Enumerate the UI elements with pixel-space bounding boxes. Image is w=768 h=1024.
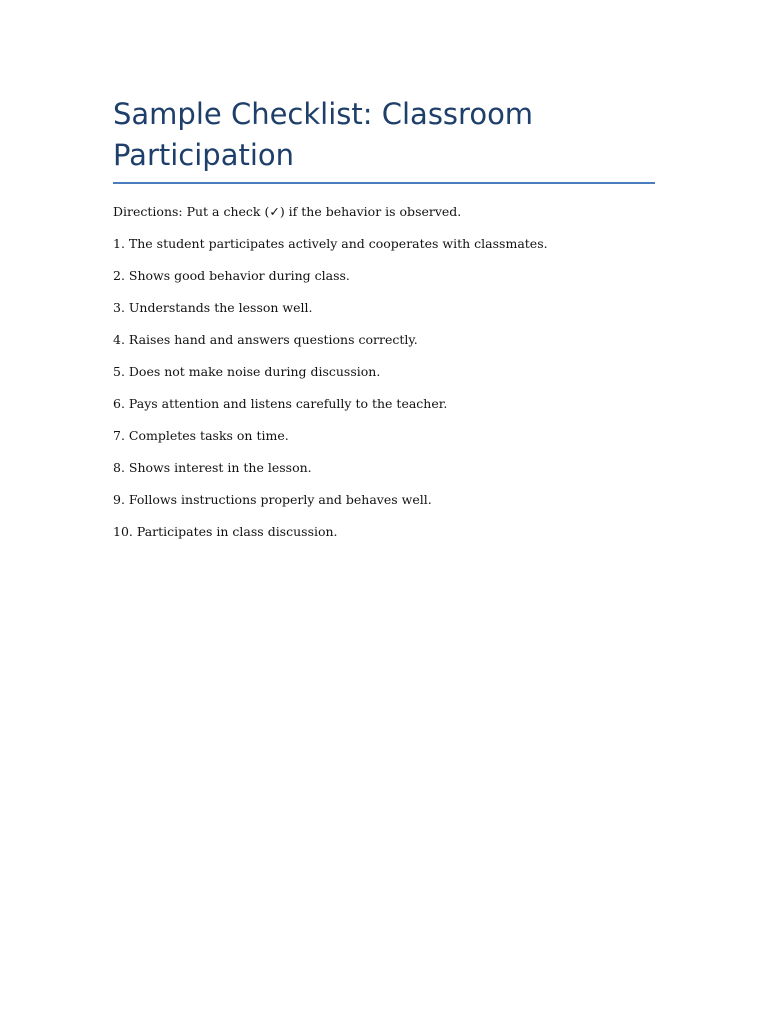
directions-text: Directions: Put a check (✓) if the behavior is observed.: [113, 204, 462, 219]
checklist-item-1: 1. The student participates actively and cooperates with classmates.: [113, 236, 548, 251]
checklist-item-8: 8. Shows interest in the lesson.: [113, 460, 312, 475]
page-title: Sample Checklist: Classroom Participation: [113, 97, 534, 172]
checklist-item-7: 7. Completes tasks on time.: [113, 428, 289, 443]
checklist-item-4: 4. Raises hand and answers questions correctly.: [113, 332, 418, 347]
checklist-item-6: 6. Pays attention and listens carefully to the teacher.: [113, 396, 448, 411]
document-page: [113, 94, 655, 556]
title-underline: [113, 182, 655, 184]
checklist-item-9: 9. Follows instructions properly and behaves well.: [113, 492, 432, 507]
checklist-item-5: 5. Does not make noise during discussion.: [113, 364, 381, 379]
checklist-item-2: 2. Shows good behavior during class.: [113, 268, 350, 283]
checklist-item-3: 3. Understands the lesson well.: [113, 300, 313, 315]
checklist-item-10: 10. Participates in class discussion.: [113, 524, 338, 539]
